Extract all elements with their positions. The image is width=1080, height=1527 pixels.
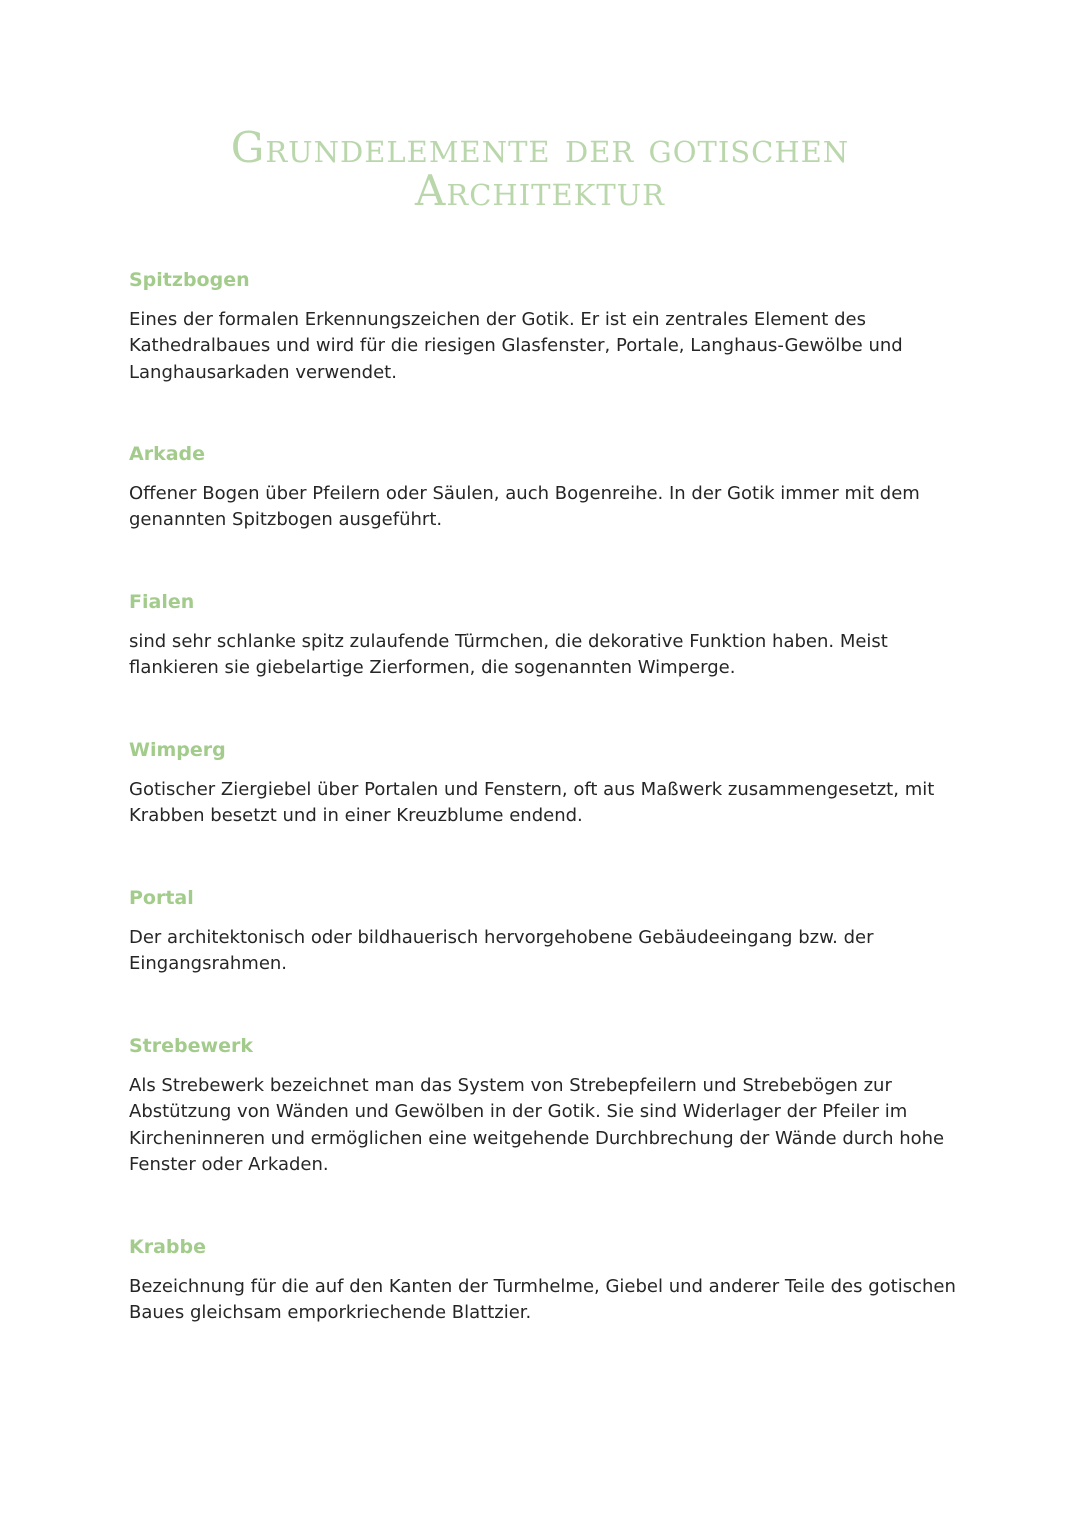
section-text: Als Strebewerk bezeichnet man das System von Strebepfeilern und Strebebögen zur Abstützung von Wänden und Gewölben in der Gotik. Sie sind Widerlager der Pfeiler im Kircheninneren und ermöglichen eine weitgehende Durchbrechung der Wände durch hohe Fenster oder Arkaden. [129,1075,945,1176]
section-text: Eines der formalen Erkennungszeichen der Gotik. Er ist ein zentrales Element des Kathedralbaues und wird für die riesigen Glasfenster, Portale, Langhaus-Gewölbe und Langhausarkaden verwendet. [129,309,903,383]
section-text: Offener Bogen über Pfeilern oder Säulen, auch Bogenreihe. In der Gotik immer mit dem genannten Spitzbogen ausgeführt. [129,483,920,531]
section-arkade [129,441,959,534]
section-fialen [129,589,959,682]
section-krabbe [129,1234,959,1327]
section-heading: Spitzbogen [129,269,250,291]
section-heading: Wimperg [129,739,226,761]
page-title [0,123,1080,215]
section-text: Gotischer Ziergiebel über Portalen und Fenstern, oft aus Maßwerk zusammengesetzt, mit Krabben besetzt und in einer Kreuzblume endend. [129,779,935,827]
section-text: Der architektonisch oder bildhauerisch hervorgehobene Gebäudeeingang bzw. der Eingangsrahmen. [129,927,874,975]
section-spitzbogen [129,267,959,386]
page-title-line-1: Grundelemente der gotischen [230,123,850,172]
section-portal [129,885,959,978]
section-text: Bezeichnung für die auf den Kanten der Turmhelme, Giebel und anderer Teile des gotischen Baues gleichsam emporkriechende Blattzier. [129,1276,956,1324]
section-heading: Strebewerk [129,1035,253,1057]
section-heading: Arkade [129,443,206,465]
section-wimperg [129,737,959,830]
section-heading: Portal [129,887,194,909]
section-heading: Krabbe [129,1236,207,1258]
page-title-line-2: Architektur [415,166,665,215]
section-text: sind sehr schlanke spitz zulaufende Türmchen, die dekorative Funktion haben. Meist flankieren sie giebelartige Zierformen, die sogenannten Wimperge. [129,631,888,679]
section-heading: Fialen [129,591,195,613]
section-strebewerk [129,1033,959,1179]
